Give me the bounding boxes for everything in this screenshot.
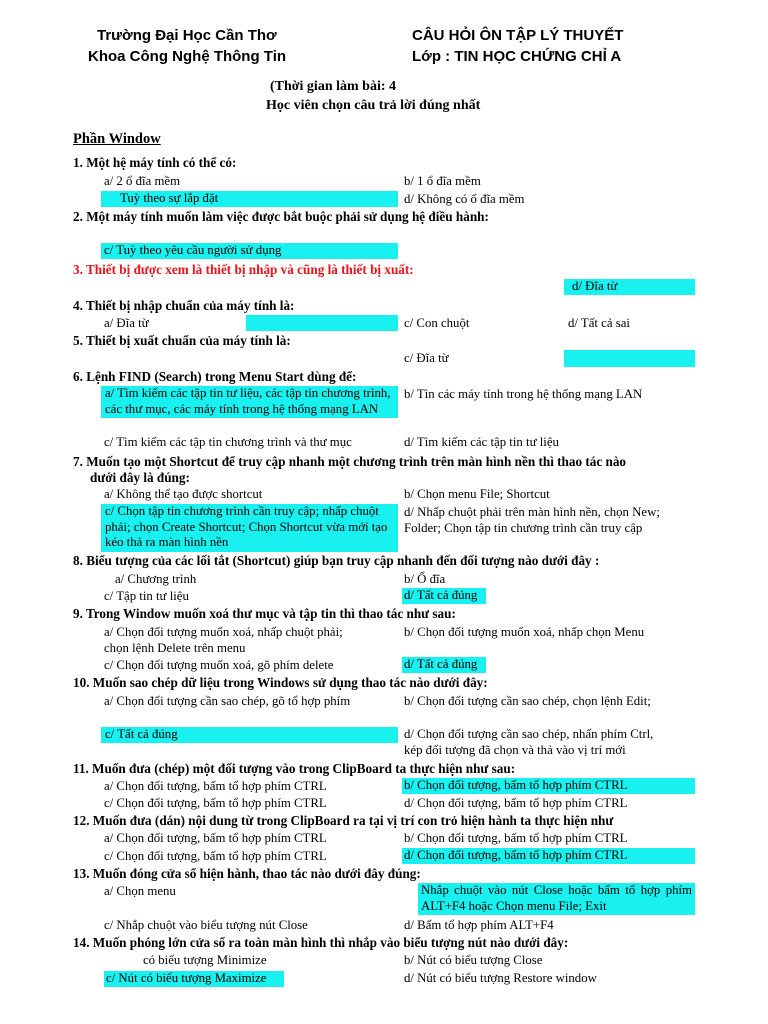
q11-option-d: d/ Chọn đối tượng, bấm tổ hợp phím CTRL (404, 796, 628, 810)
q7-option-d: d/ Nhấp chuột phải trên màn hình nền, chọn New; (404, 505, 660, 519)
q7-option-d-cont: Folder; Chọn tập tin chương trình cần truy cập (404, 521, 643, 535)
q9-option-a-cont: chọn lệnh Delete trên menu (104, 641, 246, 655)
q7-option-c-answer: c/ Chọn tập tin chương trình cần truy cập; nhấp chuột phải; chọn Create Shortcut; Chọn Shortcut vừa mới tạo kéo thả ra màn hình nền (101, 504, 398, 552)
q8-option-b: b/ Ổ đĩa (404, 572, 446, 586)
q12-option-c: c/ Chọn đối tượng, bấm tổ hợp phím CTRL (104, 849, 327, 863)
q13-option-b-answer: Nhắp chuột vào nút Close hoặc bấm tổ hợp phím ALT+F4 hoặc Chọn menu File; Exit (418, 883, 695, 915)
class-line: Lớp : TIN HỌC CHỨNG CHỈ A (412, 48, 622, 65)
q6-option-d: d/ Tìm kiếm các tập tin tư liệu (404, 435, 559, 449)
question-7: 7. Muốn tạo một Shortcut để truy cập nhanh một chương trình trên màn hình nền thì thao tác nào (73, 454, 627, 469)
question-3: 3. Thiết bị được xem là thiết bị nhập và cũng là thiết bị xuất: (73, 262, 414, 277)
q12-option-d-answer: d/ Chọn đối tượng, bấm tổ hợp phím CTRL (402, 848, 695, 864)
q10-option-a: a/ Chọn đối tượng cần sao chép, gõ tổ hợp phím (104, 694, 351, 708)
q1-option-a: a/ 2 ổ đĩa mềm (104, 174, 181, 188)
faculty-name: Khoa Công Nghệ Thông Tin (88, 48, 287, 65)
q14-option-d: d/ Nút có biểu tượng Restore window (404, 971, 597, 985)
question-8: 8. Biểu tượng của các lối tắt (Shortcut) giúp bạn truy cập nhanh đến đối tượng nào dưới đây : (73, 553, 600, 568)
q4-option-c: c/ Con chuột (404, 316, 470, 330)
q9-option-c: c/ Chọn đối tượng muốn xoá, gõ phím delete (104, 658, 334, 672)
q8-option-c: c/ Tập tin tư liệu (104, 589, 189, 603)
q9-option-a: a/ Chọn đối tượng muốn xoá, nhấp chuột phải; (104, 625, 343, 639)
school-name: Trường Đại Học Cần Thơ (97, 27, 277, 44)
q5-option-c: c/ Đĩa từ (404, 351, 449, 365)
q9-option-d-answer: d/ Tất cả đúng (402, 657, 486, 673)
q14-option-b: b/ Nút có biểu tượng Close (404, 953, 543, 967)
question-7-cont: dưới đây là đúng: (90, 470, 190, 485)
q1-option-b: b/ 1 ổ đĩa mềm (404, 174, 481, 188)
question-10: 10. Muốn sao chép dữ liệu trong Windows sử dụng thao tác nào dưới đây: (73, 675, 488, 690)
q8-option-a: a/ Chương trình (115, 572, 197, 586)
q14-option-a: có biểu tượng Minimize (143, 953, 267, 967)
q13-option-a: a/ Chọn menu (104, 884, 176, 898)
q6-option-b: b/ Tìn các máy tính trong hệ thống mạng LAN (404, 387, 643, 401)
q5-answer-highlight (564, 350, 695, 367)
q4-option-a: a/ Đĩa từ (104, 316, 149, 330)
q1-option-d: d/ Không có ổ đĩa mềm (404, 192, 525, 206)
question-9: 9. Trong Window muốn xoá thư mục và tập tin thì thao tác như sau: (73, 606, 456, 621)
question-1: 1. Một hệ máy tính có thể có: (73, 155, 237, 170)
question-4: 4. Thiết bị nhập chuẩn của máy tính là: (73, 298, 295, 313)
time-line: (Thời gian làm bài: 4 (270, 79, 396, 94)
q11-option-b-answer: b/ Chọn đối tượng, bấm tổ hợp phím CTRL (402, 778, 695, 794)
question-2: 2. Một máy tính muốn làm việc được bắt buộc phải sử dụng hệ điều hành: (73, 209, 489, 224)
question-6: 6. Lệnh FIND (Search) trong Menu Start dùng để: (73, 369, 357, 384)
question-5: 5. Thiết bị xuất chuẩn của máy tính là: (73, 333, 291, 348)
question-11: 11. Muốn đưa (chép) một đối tượng vào trong ClipBoard ta thực hiện như sau: (73, 761, 516, 776)
q11-option-c: c/ Chọn đối tượng, bấm tổ hợp phím CTRL (104, 796, 327, 810)
q6-option-c: c/ Tìm kiếm các tập tin chương trình và thư mục (104, 435, 352, 449)
q10-option-b: b/ Chọn đối tượng cần sao chép, chọn lệnh Edit; (404, 694, 651, 708)
q2-option-c-answer: c/ Tuỳ theo yêu cầu người sử dụng (101, 243, 398, 259)
q4-option-d: d/ Tất cả sai (568, 316, 630, 330)
q4-answer-highlight (246, 315, 398, 331)
question-14: 14. Muốn phóng lớn cửa sổ ra toàn màn hình thì nhắp vào biểu tượng nút nào dưới đây: (73, 935, 569, 950)
q14-option-c-answer: c/ Nút có biểu tượng Maximize (104, 971, 284, 987)
q9-option-b: b/ Chọn đối tượng muốn xoá, nhấp chọn Menu (404, 625, 645, 639)
q1-option-c-answer: Tuỳ theo sự lắp đặt (101, 191, 398, 207)
section-heading: Phần Window (73, 131, 161, 147)
instruction-line: Học viên chọn câu trả lời đúng nhất (266, 98, 481, 113)
q6-option-a-answer: a/ Tìm kiếm các tập tin tư liệu, các tập tin chương trình, các thư mục, các máy tính trong hệ thống mạng LAN (101, 386, 398, 418)
question-13: 13. Muốn đóng cửa sổ hiện hành, thao tác nào dưới đây đúng: (73, 866, 421, 881)
q3-option-d-answer: d/ Đĩa từ (564, 279, 695, 295)
q10-option-c-answer: c/ Tất cả đúng (101, 727, 398, 743)
q7-option-a: a/ Không thể tạo được shortcut (104, 487, 263, 501)
question-12: 12. Muốn đưa (dán) nội dung từ trong ClipBoard ra tại vị trí con trỏ hiện hành ta thực hiện như (73, 813, 614, 828)
q8-option-d-answer: d/ Tất cả đúng (402, 588, 486, 604)
q11-option-a: a/ Chọn đối tượng, bấm tổ hợp phím CTRL (104, 779, 327, 793)
q7-option-b: b/ Chọn menu File; Shortcut (404, 487, 550, 501)
document-title: CÂU HỎI ÔN TẬP LÝ THUYẾT (412, 27, 624, 44)
q10-option-d: d/ Chọn đối tượng cần sao chép, nhấn phím Ctrl, (404, 727, 654, 741)
q13-option-c: c/ Nhắp chuột vào biểu tượng nút Close (104, 918, 308, 932)
q10-option-d-cont: kép đối tượng đã chọn và thả vào vị trí mới (404, 743, 626, 757)
q12-option-a: a/ Chọn đối tượng, bấm tổ hợp phím CTRL (104, 831, 327, 845)
q13-option-d: d/ Bấm tổ hợp phím ALT+F4 (404, 918, 554, 932)
q12-option-b: b/ Chọn đối tượng, bấm tổ hợp phím CTRL (404, 831, 628, 845)
